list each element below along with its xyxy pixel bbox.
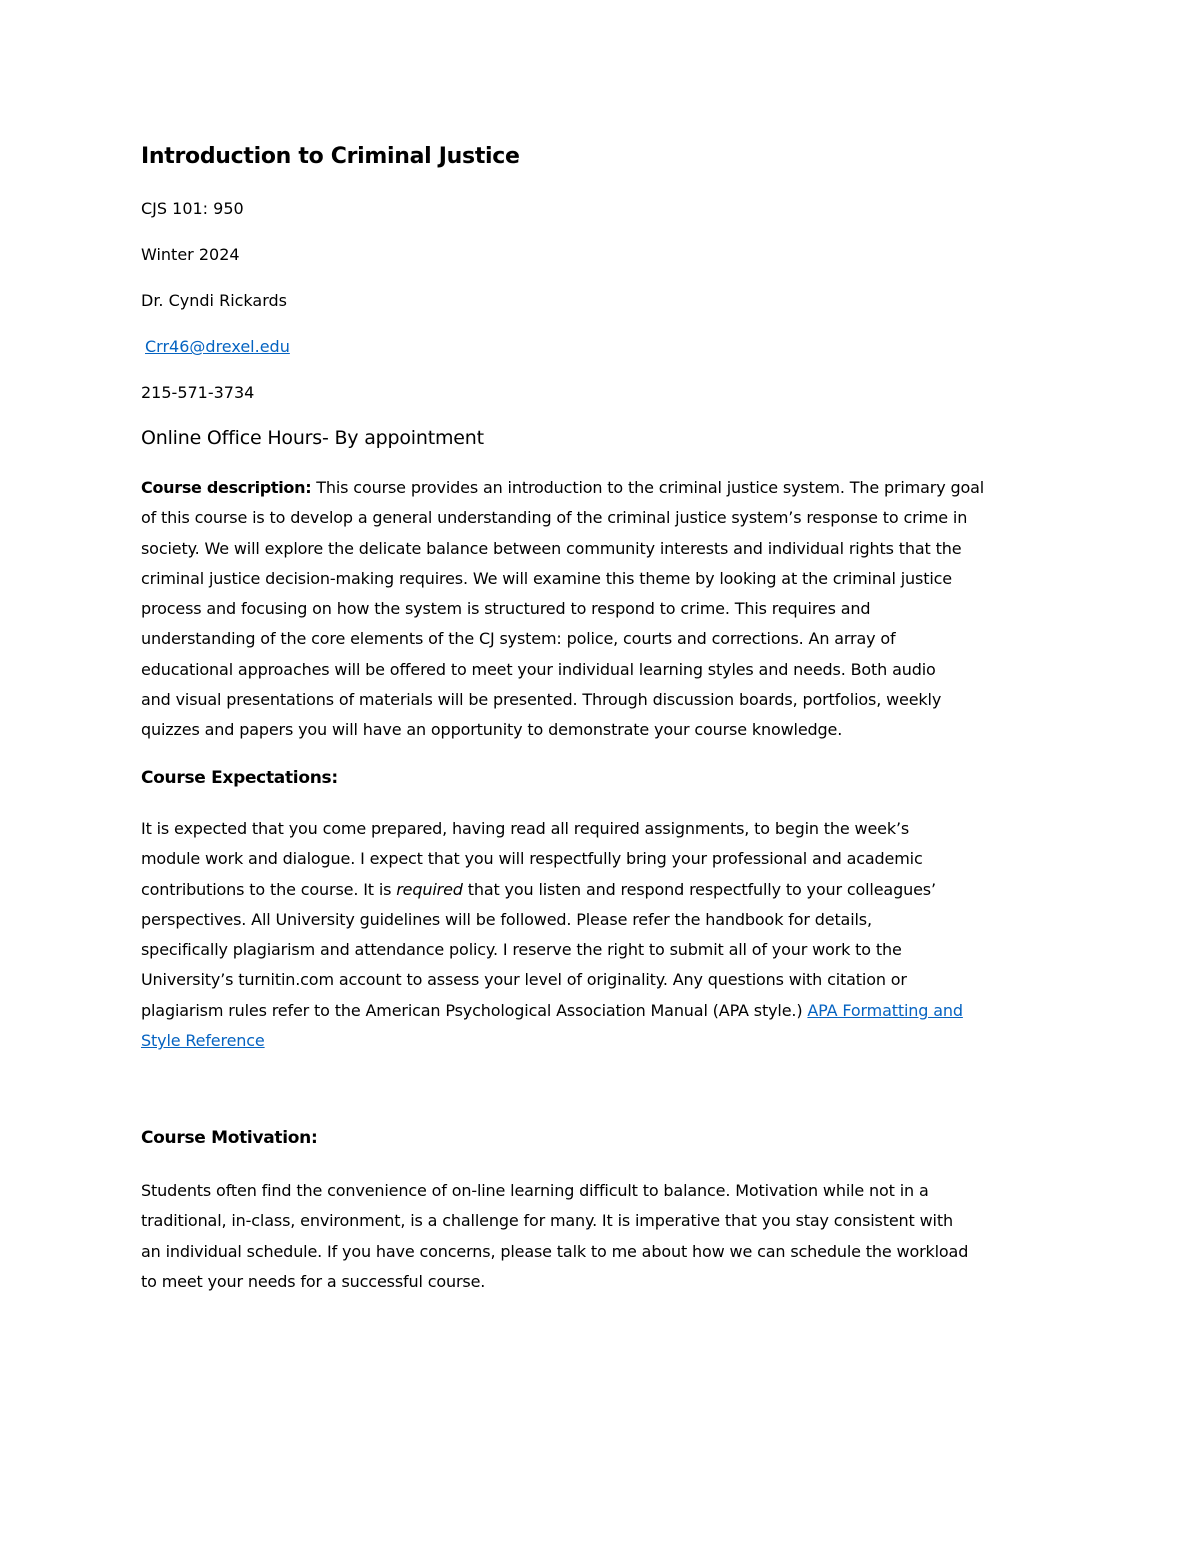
- expectations-line-text: plagiarism rules refer to the American Psychological Association Manual (APA style.): [141, 1000, 808, 1020]
- description-line: educational approaches will be offered to meet your individual learning styles and needs. Both audio: [141, 659, 936, 679]
- expectations-line: It is expected that you come prepared, having read all required assignments, to begin the week’s: [141, 819, 910, 838]
- email-link-text[interactable]: Crr46@drexel.edu: [145, 337, 290, 356]
- expectations-line: [141, 996, 1071, 1026]
- motivation-line: to meet your needs for a successful course.: [141, 1271, 486, 1291]
- expectations-line-text: that you listen and respond respectfully to your colleagues’: [462, 879, 936, 899]
- course-title: Introduction to Criminal Justice: [141, 144, 520, 169]
- description-line: understanding of the core elements of the CJ system: police, courts and corrections. An array of: [141, 629, 896, 649]
- course-expectations-heading: Course Expectations:: [141, 768, 338, 788]
- motivation-line: an individual schedule. If you have concerns, please talk to me about how we can schedule the workload: [141, 1241, 969, 1261]
- course-motivation-paragraph: [141, 1176, 1071, 1297]
- motivation-line: traditional, in-class, environment, is a challenge for many. It is imperative that you stay consistent with: [141, 1211, 953, 1231]
- description-line: criminal justice decision-making requires. We will examine this theme by looking at the criminal justice: [141, 568, 952, 588]
- expectations-line: [141, 1026, 1071, 1056]
- expectations-line: [141, 875, 1071, 905]
- apa-reference-link-continued[interactable]: Style Reference: [141, 1031, 265, 1051]
- expectations-line: specifically plagiarism and attendance policy. I reserve the right to submit all of your work to the: [141, 940, 902, 960]
- required-emphasis: required: [396, 879, 463, 899]
- description-line: [141, 473, 1071, 503]
- course-term: Winter 2024: [141, 245, 240, 264]
- expectations-line-text: contributions to the course. It is: [141, 879, 397, 899]
- course-description-label: Course description:: [141, 478, 312, 497]
- instructor-phone: 215-571-3734: [141, 383, 255, 402]
- course-description-paragraph: [141, 473, 1071, 746]
- apa-reference-link[interactable]: APA Formatting and: [807, 1000, 963, 1020]
- expectations-line: module work and dialogue. I expect that you will respectfully bring your professional and academic: [141, 849, 923, 869]
- instructor-name: Dr. Cyndi Rickards: [141, 291, 288, 310]
- course-motivation-heading: Course Motivation:: [141, 1128, 318, 1148]
- description-line: process and focusing on how the system is structured to respond to crime. This requires and: [141, 599, 871, 619]
- course-expectations-paragraph: [141, 814, 1071, 1056]
- instructor-email-link[interactable]: [145, 337, 290, 356]
- description-line-text: This course provides an introduction to the criminal justice system. The primary goal: [311, 478, 985, 497]
- office-hours: Online Office Hours- By appointment: [141, 427, 484, 449]
- motivation-line: Students often find the convenience of on-line learning difficult to balance. Motivation while not in a: [141, 1181, 929, 1200]
- description-line: society. We will explore the delicate balance between community interests and individual rights that the: [141, 538, 962, 558]
- course-code: CJS 101: 950: [141, 199, 244, 218]
- description-line: of this course is to develop a general understanding of the criminal justice system’s response to crime in: [141, 508, 968, 528]
- description-line: quizzes and papers you will have an opportunity to demonstrate your course knowledge.: [141, 720, 843, 740]
- expectations-line: perspectives. All University guidelines will be followed. Please refer the handbook for details,: [141, 909, 872, 929]
- description-line: and visual presentations of materials will be presented. Through discussion boards, portfolios, weekly: [141, 690, 942, 710]
- expectations-line: University’s turnitin.com account to assess your level of originality. Any questions with citation or: [141, 970, 907, 990]
